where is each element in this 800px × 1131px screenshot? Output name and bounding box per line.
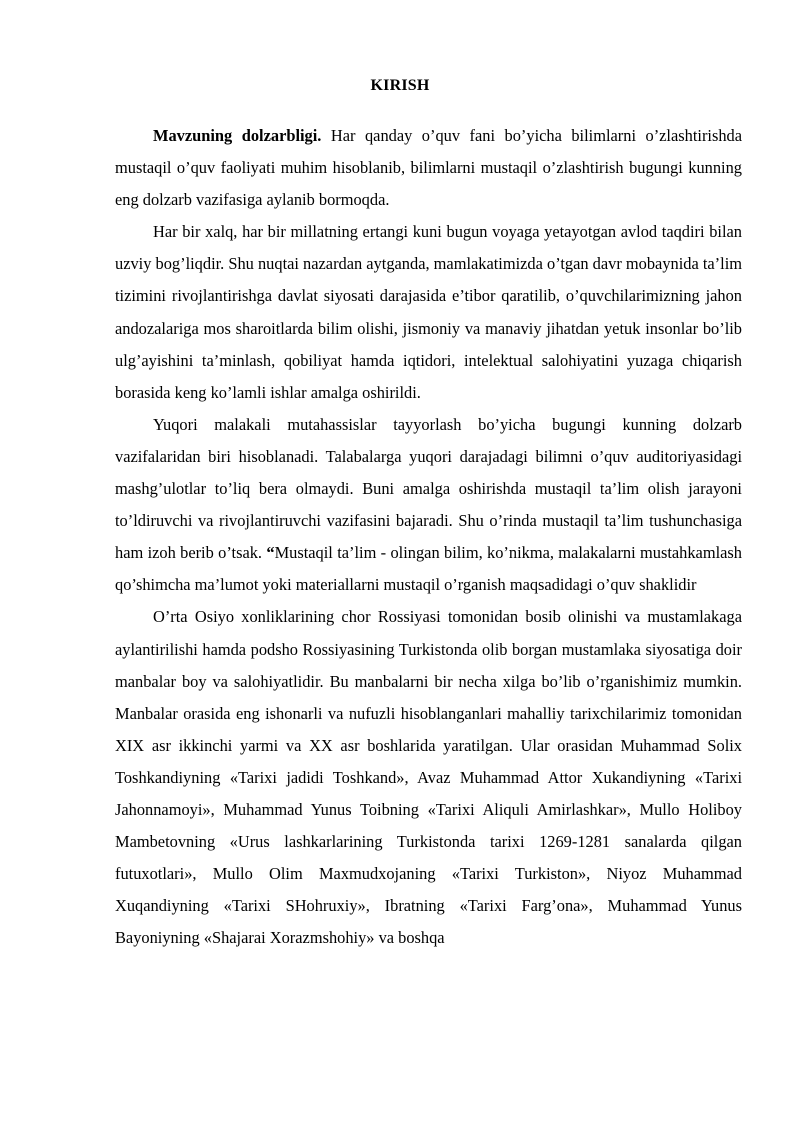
opening-quote-mark: “: [266, 543, 275, 563]
page-title: KIRISH: [370, 77, 430, 94]
section-lead-heading: Mavzuning dolzarbligi.: [153, 126, 322, 145]
document-body: [115, 120, 742, 954]
paragraph-specialists: [115, 409, 742, 602]
definition-quote: Mustaqil ta’lim - olingan bilim, ko’nikma, malakalarni mustahkamlash qo’shimcha ma’lumot yoki materiallarni mustaqil o’rganish maqsadidagi o’quv shaklidir: [115, 543, 742, 595]
paragraph-generation: Har bir xalq, har bir millatning ertangi kuni bugun voyaga yetayotgan avlod taqdiri bilan uzviy bog’liqdir. Shu nuqtai nazardan aytganda, mamlakatimizda o’tgan davr mobaynida ta’lim tizimini rivojlantirishga davlat siyosati darajasida e’tibor qaratilib, o’quvchilarimizning jahon andozalariga mos sharoitlarda bilim olishi, jismoniy va manaviy jihatdan yetuk insonlar bo’lib ulg’ayishini ta’minlash, qobiliyat hamda iqtidori, intelektual salohiyatini yuzaga chiqarish borasida keng ko’lamli ishlar amalga oshirildi.: [115, 222, 742, 402]
paragraph-text: Har qanday o’quv fani bo’yicha bilimlarni o’zlashtirishda mustaqil o’quv faoliyati muhim hisoblanib, bilimlarni mustaqil o’zlashtirish bugungi kunning eng dolzarb vazifasiga aylanib bormoqda.: [115, 126, 742, 210]
paragraph-sources: O’rta Osiyo xonliklarining chor Rossiyasi tomonidan bosib olinishi va mustamlakaga aylantirilishi hamda podsho Rossiyasining Turkistonda olib borgan mustamlaka siyosatiga doir manbalar boy va salohiyatlidir. Bu manbalarni bir necha xilga bo’lib o’rganishimiz mumkin. Manbalar orasida eng ishonarli va nufuzli hisoblanganlari mahalliy tarixchilarimiz tomonidan XIX asr ikkinchi yarmi va XX asr boshlarida yaratilgan. Ular orasidan Muhammad Solix Toshkandiyning «Tarixi jadidi Toshkand», Avaz Muhammad Attor Xukandiyning «Tarixi Jahonnamoyi», Muhammad Yunus Toibning «Tarixi Aliquli Amirlashkar», Mullo Holiboy Mambetovning «Urus lashkarlarining Turkistonda tarixi 1269-1281 sanalarda qilgan futuxotlari», Mullo Olim Maxmudxojaning «Tarixi Turkiston», Niyoz Muhammad Xuqandiyning «Tarixi SHohruxiy», Ibratning «Tarixi Farg’ona», Muhammad Yunus Bayoniyning «Shajarai Xorazmshohiy» va boshqa: [115, 607, 742, 948]
paragraph-text: Yuqori malakali mutahassislar tayyorlash bo’yicha bugungi kunning dolzarb vazifalaridan biri hisoblanadi. Talabalarga yuqori darajadagi bilimni o’quv auditoriyasidagi mashg’ulotlar to’liq bera olmaydi. Buni amalga oshirishda mustaqil ta’lim olish jarayoni to’ldiruvchi va rivojlantiruvchi vazifasini bajaradi. Shu o’rinda mustaqil ta’lim tushunchasiga ham izoh berib o’tsak.: [115, 414, 742, 563]
paragraph-relevance: [115, 120, 742, 216]
